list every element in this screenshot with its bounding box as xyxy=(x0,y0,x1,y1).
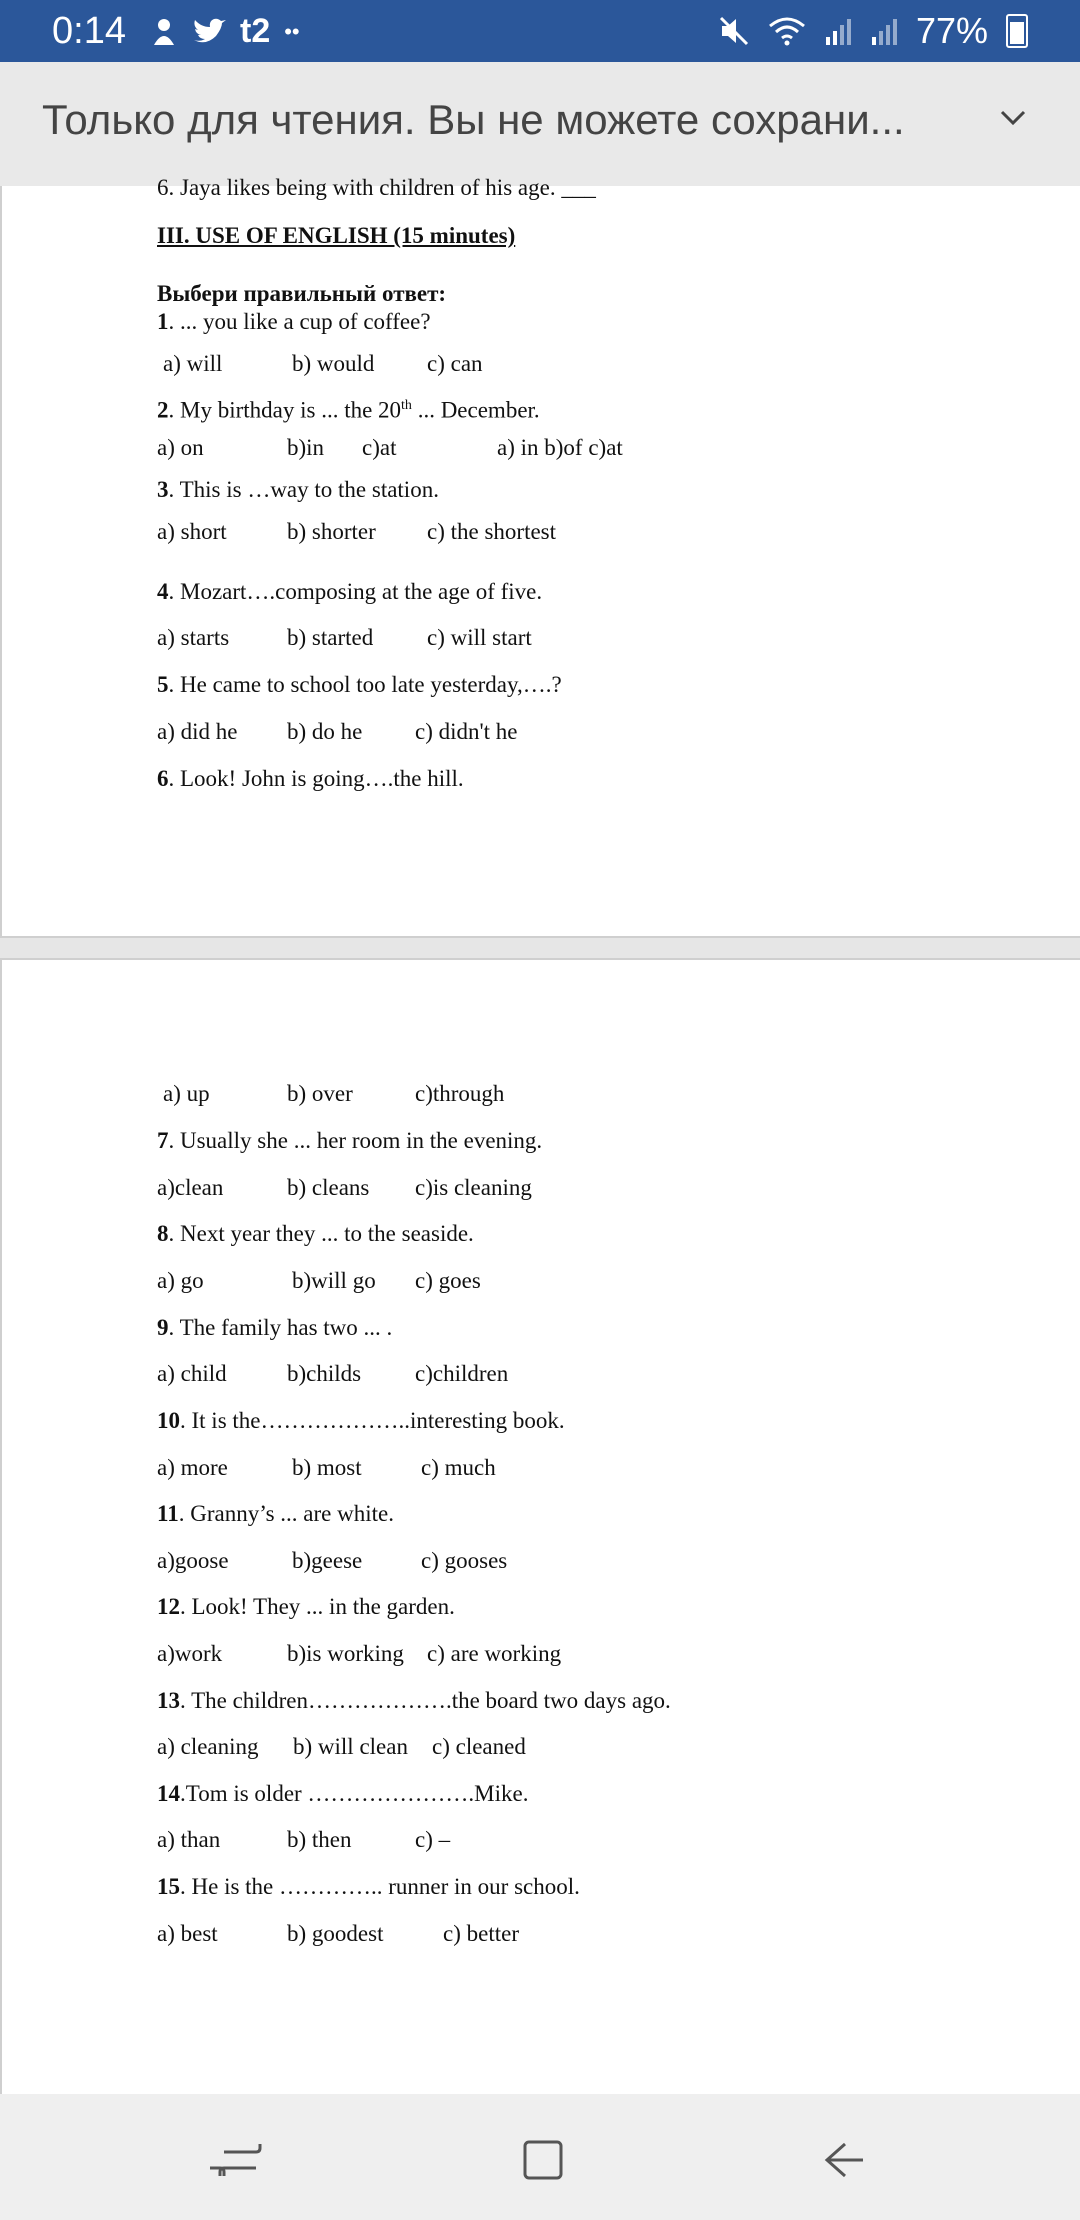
more-notifications-icon: •• xyxy=(284,18,300,44)
recent-apps-icon[interactable] xyxy=(210,2130,270,2190)
question-3: 3. This is …way to the station. xyxy=(157,477,439,502)
battery-icon xyxy=(1006,14,1028,48)
mute-icon xyxy=(718,15,750,47)
app-notification-icon xyxy=(150,17,178,47)
document-page-1: 6. Jaya likes being with children of his age. ___ III. USE OF ENGLISH (15 minutes) Выбери правильный ответ: 1. ... you like a cup of coffee? a) will b) would c) can 2. My birthday is ... the 20th ... December. a) on b)in c)at a) in b)of c)at 3. This is …way to the station. a) short b) shorter c) the shortest 4. Mozart….composing at the age of five. a) starts b) started c) will start 5. He came to school too late yesterday,….? a) did he b) do he c) didn't he 6. Look! John is going….the hill. xyxy=(0,186,1080,938)
system-icons xyxy=(718,10,1028,52)
instruction: Выбери правильный ответ: xyxy=(157,281,447,306)
section-heading: III. USE OF ENGLISH (15 minutes) xyxy=(157,223,516,248)
question-2: 2. My birthday is ... the 20th ... December. xyxy=(157,397,540,423)
read-only-banner[interactable] xyxy=(0,62,1080,187)
question-6: 6. Look! John is going….the hill. xyxy=(157,766,464,791)
chevron-down-icon[interactable] xyxy=(998,102,1028,132)
status-time: 0:14 xyxy=(52,10,126,52)
battery-percent: 77% xyxy=(915,10,988,51)
signal-icon-2 xyxy=(870,17,898,45)
wifi-icon xyxy=(768,16,806,46)
back-icon[interactable] xyxy=(815,2130,875,2190)
read-only-message: Только для чтения. Вы не можете сохрани... xyxy=(42,96,905,143)
cut-off-line: 6. Jaya likes being with children of his age. ___ xyxy=(157,175,596,200)
twitter-icon xyxy=(192,18,226,46)
document-page-2: a) up b) over c)through 7. Usually she ... her room in the evening. a)clean b) cleans c)is cleaning 8. Next year they ... to the seaside. a) go b)will go c) goes 9. The family has two ... . a) child b)childs c)children 10. It is the………………..interesting book. a) more b) most c) much 11. Granny’s ... are white. a)goose b)geese c) gooses 12. Look! They ... in the garden. a)work b)is working c) are working 13. The children……………….the board two days ago. a) cleaning b) will clean c) cleaned 14.Tom is older ………………….Mike. a) than b) then c) – 15. He is the ………….. runner in our school. a) best b) goodest c) better xyxy=(0,958,1080,2094)
question-8: 8. Next year they ... to the seaside. xyxy=(157,1221,474,1246)
question-5: 5. He came to school too late yesterday,….? xyxy=(157,672,562,697)
home-icon[interactable] xyxy=(513,2130,573,2190)
question-9: 9. The family has two ... . xyxy=(157,1315,393,1340)
signal-icon-1 xyxy=(824,17,852,45)
question-1: 1. ... you like a cup of coffee? xyxy=(157,309,431,334)
question-14: 14.Tom is older ………………….Mike. xyxy=(157,1781,529,1806)
navigation-bar xyxy=(0,2094,1080,2220)
question-11: 11. Granny’s ... are white. xyxy=(157,1501,394,1526)
question-12: 12. Look! They ... in the garden. xyxy=(157,1594,455,1619)
question-4: 4. Mozart….composing at the age of five. xyxy=(157,579,543,604)
question-15: 15. He is the ………….. runner in our school. xyxy=(157,1874,580,1899)
status-bar xyxy=(0,0,1080,62)
carrier-label: t2 xyxy=(240,12,271,50)
notification-icons xyxy=(150,12,300,51)
question-7: 7. Usually she ... her room in the evening. xyxy=(157,1128,543,1153)
question-10: 10. It is the………………..interesting book. xyxy=(157,1408,565,1433)
question-13: 13. The children……………….the board two days ago. xyxy=(157,1688,671,1713)
